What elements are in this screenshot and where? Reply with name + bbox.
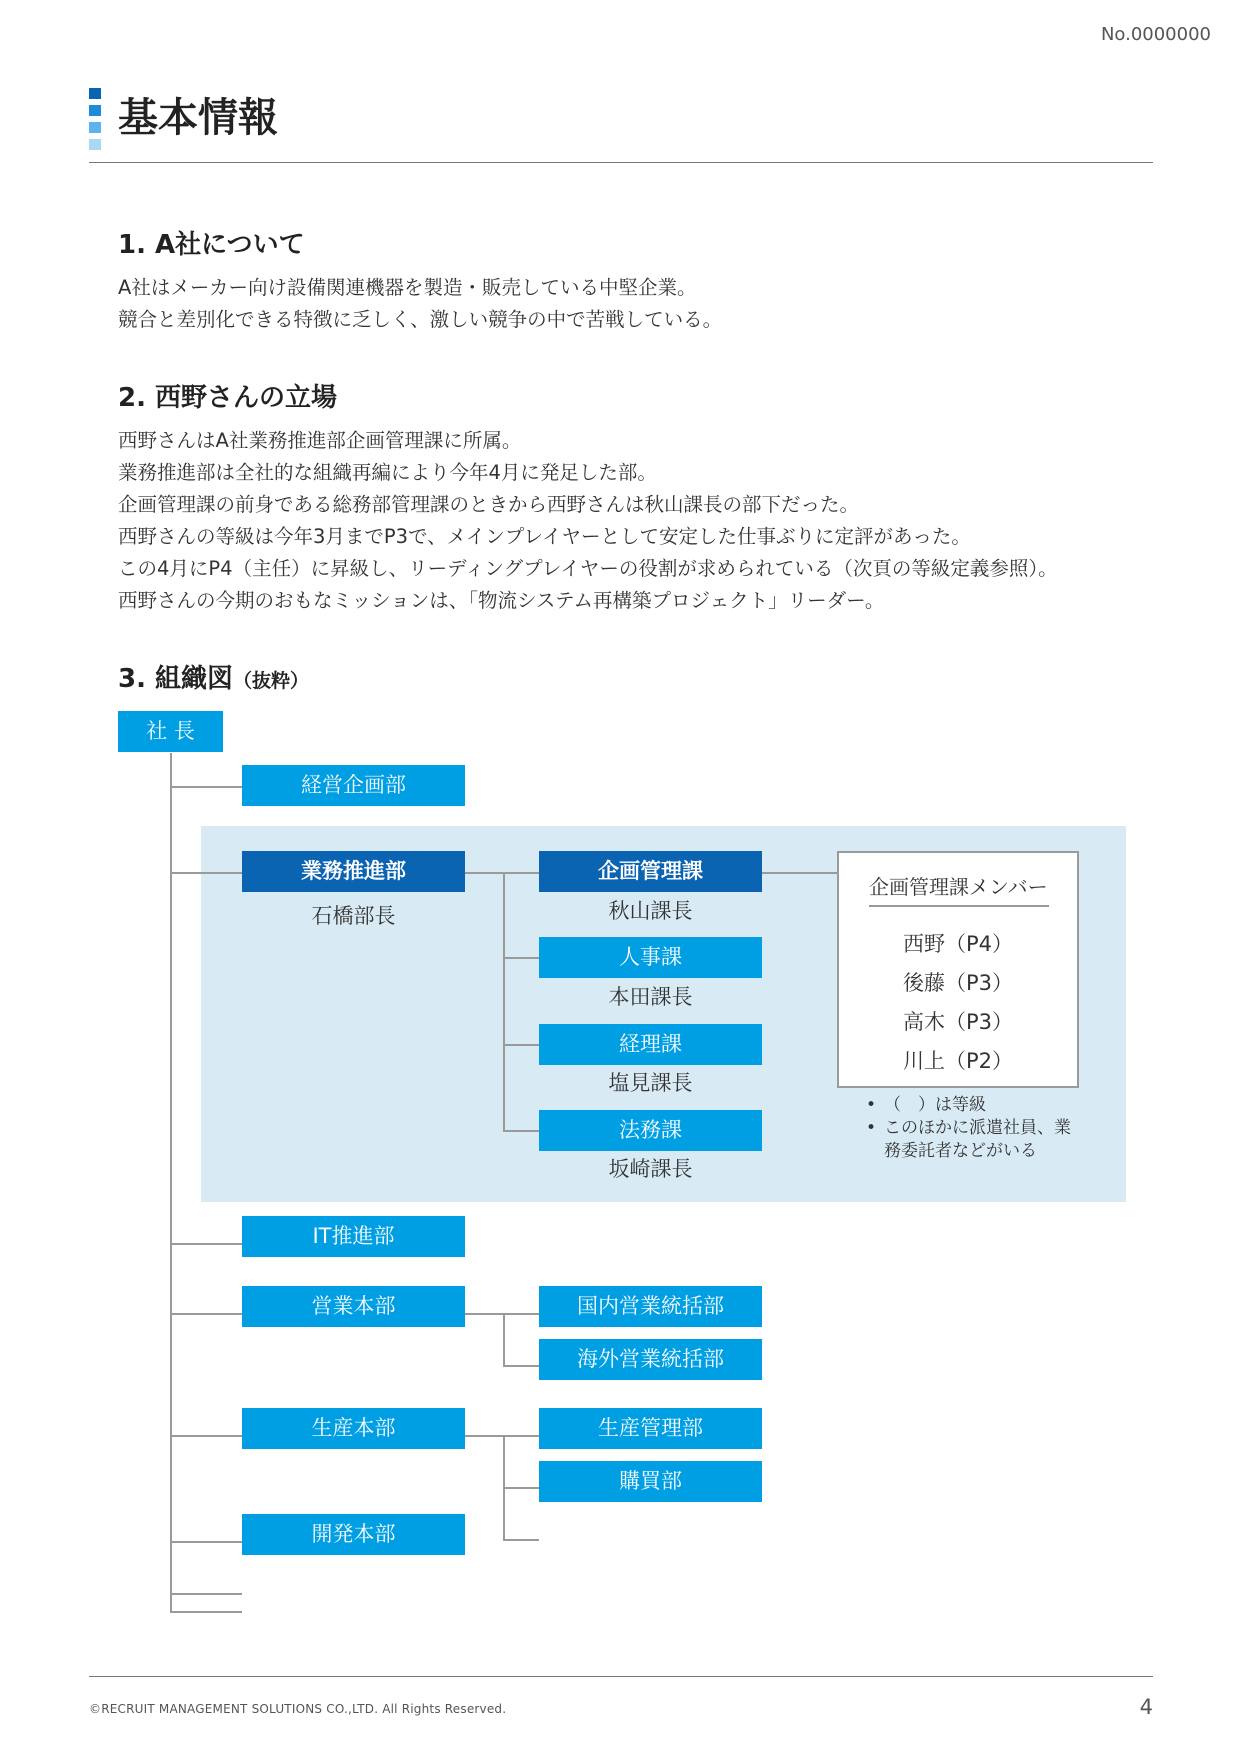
list-item: 高木（P3） [902, 1010, 1014, 1034]
section-3-heading [118, 662, 309, 698]
connector-line [170, 1541, 242, 1543]
section-planning-mgmt-head: 秋山課長 [608, 899, 693, 923]
dept-production-mgmt-box: 生産管理部 [539, 1408, 762, 1449]
members-title-underline [869, 905, 1049, 907]
connector-line [170, 872, 242, 874]
list-item: • （ ）は等級 [866, 1094, 1074, 1117]
section-2-body [118, 425, 1058, 617]
section-3-heading-main: 3. 組織図 [118, 664, 234, 694]
connector-line [170, 1593, 242, 1595]
dept-sales-box: 営業本部 [242, 1286, 465, 1327]
president-box: 社 長 [118, 711, 223, 752]
connector-line [503, 872, 505, 1132]
dept-purchasing-box: 購買部 [539, 1461, 762, 1502]
connector-line [503, 1313, 505, 1367]
chart-notes [866, 1094, 1074, 1163]
text-line: 西野さんの今期のおもなミッションは、「物流システム再構築プロジェクト」リーダー。 [118, 589, 885, 612]
list-item: 西野（P4） [902, 932, 1014, 956]
dept-development-box: 開発本部 [242, 1514, 465, 1555]
page-number: 4 [1139, 1695, 1153, 1719]
connector-line [170, 753, 172, 1613]
section-hr-box: 人事課 [539, 937, 762, 978]
members-box [837, 851, 1079, 1088]
page-title: 基本情報 [118, 95, 278, 141]
dept-domestic-sales-box: 国内営業統括部 [539, 1286, 762, 1327]
connector-line [465, 872, 539, 874]
connector-line [170, 1435, 242, 1437]
connector-line [465, 1435, 539, 1437]
connector-line [170, 1313, 242, 1315]
section-accounting-box: 経理課 [539, 1024, 762, 1065]
text-line: A社はメーカー向け設備関連機器を製造・販売している中堅企業。 [118, 276, 697, 299]
text-line: 企画管理課の前身である総務部管理課のときから西野さんは秋山課長の部下だった。 [118, 493, 860, 516]
text-line: 業務推進部は全社的な組織再編により今年4月に発足した部。 [118, 461, 657, 484]
copyright: ©RECRUIT MANAGEMENT SOLUTIONS CO.,LTD. All Rights Reserved. [89, 1702, 507, 1716]
dept-overseas-sales-box: 海外営業統括部 [539, 1339, 762, 1380]
text-line: 西野さんはA社業務推進部企画管理課に所属。 [118, 429, 522, 452]
connector-line [503, 1044, 539, 1046]
members-title: 企画管理課メンバー [869, 875, 1048, 899]
list-item: 後藤（P3） [902, 971, 1014, 995]
connector-line [762, 872, 837, 874]
text-line: 競合と差別化できる特徴に乏しく、激しい競争の中で苦戦している。 [118, 308, 723, 331]
section-legal-head: 坂崎課長 [608, 1157, 693, 1181]
dept-planning-box: 経営企画部 [242, 765, 465, 806]
connector-line [465, 1313, 539, 1315]
connector-line [503, 1539, 539, 1541]
footer-divider [89, 1676, 1153, 1677]
dept-business-promotion-box: 業務推進部 [242, 851, 465, 892]
connector-line [170, 1611, 242, 1613]
text-line: 西野さんの等級は今年3月までP3で、メインプレイヤーとして安定した仕事ぶりに定評があった。 [118, 525, 971, 548]
section-hr-head: 本田課長 [608, 985, 693, 1009]
header-divider [89, 162, 1153, 163]
connector-line [503, 957, 539, 959]
section-legal-box: 法務課 [539, 1110, 762, 1151]
connector-line [170, 786, 242, 788]
members-list [839, 925, 1077, 1081]
dept-it-box: IT推進部 [242, 1216, 465, 1257]
list-item: 川上（P2） [902, 1049, 1014, 1073]
connector-line [503, 1365, 539, 1367]
dept-production-box: 生産本部 [242, 1408, 465, 1449]
section-1-heading: 1. A社について [118, 230, 305, 260]
dept-business-promotion-head: 石橋部長 [311, 904, 396, 928]
section-3-heading-sub: （抜粋） [233, 670, 310, 692]
section-1-body [118, 272, 722, 336]
connector-line [170, 1243, 242, 1245]
list-item: • このほかに派遣社員、業務委託者などがいる [866, 1117, 1074, 1163]
section-accounting-head: 塩見課長 [608, 1071, 693, 1095]
text-line: この4月にP4（主任）に昇級し、リーディングプレイヤーの役割が求められている（次頁の等級定義参照）。 [118, 557, 1058, 580]
document-number: No.0000000 [1100, 24, 1211, 45]
section-2-heading: 2. 西野さんの立場 [118, 383, 338, 413]
title-marker-icon [89, 88, 101, 150]
connector-line [503, 1130, 539, 1132]
section-planning-mgmt-box: 企画管理課 [539, 851, 762, 892]
connector-line [503, 1487, 539, 1489]
